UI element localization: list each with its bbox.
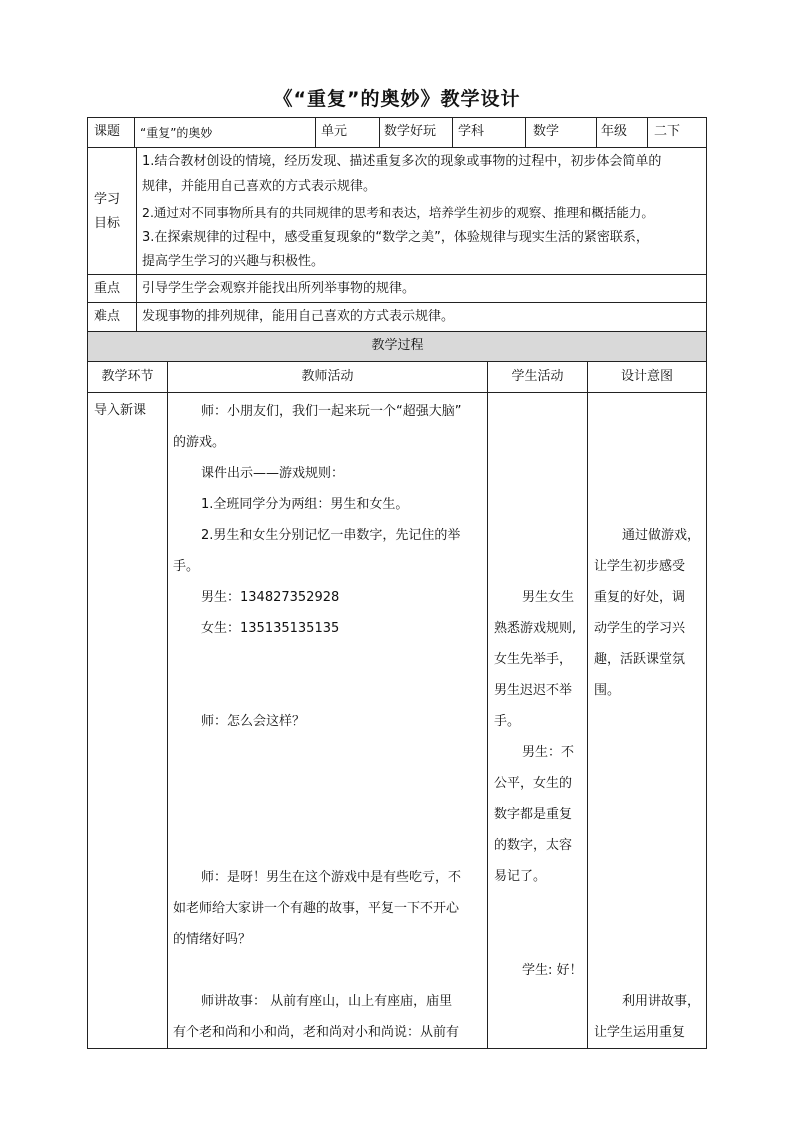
rule — [136, 147, 137, 331]
rule — [647, 117, 648, 147]
rule — [706, 117, 707, 1048]
rule — [487, 361, 488, 1048]
teacher-line: 师：小朋友们，我们一起来玩一个“超强大脑” — [201, 404, 462, 419]
rule — [87, 331, 707, 332]
teacher-line: 有个老和尚和小和尚，老和尚对小和尚说：从前有 — [173, 1025, 460, 1040]
teacher-line: 师讲故事： 从前有座山，山上有座庙，庙里 — [201, 994, 453, 1009]
student-line: 男生迟迟不举 — [494, 683, 573, 698]
intent-line: 围。 — [594, 683, 621, 698]
objective-line: 3.在探索规律的过程中，感受重复现象的“数学之美”，体验规律与现实生活的紧密联系， — [142, 230, 649, 245]
intent-line: 利用讲故事， — [622, 994, 701, 1009]
process-header: 教学过程 — [371, 338, 424, 353]
teacher-line: 的情绪好吗？ — [173, 932, 252, 947]
column-header-intent: 设计意图 — [620, 369, 673, 384]
student-line: 熟悉游戏规则, — [494, 621, 577, 636]
intent-line: 让学生初步感受 — [594, 559, 686, 574]
rule — [87, 1048, 707, 1049]
subject-value: 数学 — [533, 124, 560, 139]
student-line: 公平，女生的 — [494, 776, 573, 791]
student-line: 女生先举手， — [494, 652, 573, 667]
rule — [87, 274, 707, 275]
teacher-line: 2.男生和女生分别记忆一串数字，先记住的举 — [201, 528, 461, 543]
teacher-line: 男生：134827352928 — [201, 590, 340, 605]
difficulty-label: 难点 — [94, 309, 121, 324]
unit-label: 单元 — [321, 124, 348, 139]
grade-label: 年级 — [601, 124, 628, 139]
rule — [87, 117, 707, 118]
stage-name: 导入新课 — [94, 403, 147, 418]
rule — [379, 117, 380, 147]
rule — [87, 117, 88, 1048]
teacher-line: 的游戏。 — [173, 435, 226, 450]
rule — [134, 117, 135, 147]
teacher-line: 如老师给大家讲一个有趣的故事，平复一下不开心 — [173, 901, 460, 916]
unit-value: 数学好玩 — [384, 124, 437, 139]
rule — [525, 117, 526, 147]
objective-line: 2.通过对不同事物所具有的共同规律的思考和表达，培养学生初步的观察、推理和概括能力。 — [142, 205, 654, 220]
rule — [87, 361, 707, 362]
topic-value: “重复”的奥妙 — [140, 126, 213, 140]
teacher-line: 师：是呀！男生在这个游戏中是有些吃亏，不 — [201, 870, 462, 885]
column-header-student: 学生活动 — [511, 369, 564, 384]
column-header-stage: 教学环节 — [101, 369, 154, 384]
objective-line: 1.结合教材创设的情境，经历发现、描述重复多次的现象或事物的过程中，初步体会简单的 — [142, 154, 662, 169]
column-header-teacher: 教师活动 — [301, 369, 354, 384]
grade-value: 二下 — [654, 124, 681, 139]
objectives-label-line1: 学习 — [94, 192, 121, 207]
rule — [587, 361, 588, 1048]
rule — [452, 117, 453, 147]
rule — [87, 302, 707, 303]
teacher-line: 手。 — [173, 559, 200, 574]
rule — [315, 117, 316, 147]
key-point-text: 引导学生学会观察并能找出所列举事物的规律。 — [142, 281, 416, 296]
objective-line: 规律，并能用自己喜欢的方式表示规律。 — [142, 179, 377, 194]
rule — [596, 117, 597, 147]
intent-line: 动学生的学习兴 — [594, 621, 686, 636]
objective-line: 提高学生学习的兴趣与积极性。 — [142, 254, 325, 269]
student-line: 男生：不 — [522, 745, 575, 760]
intent-line: 让学生运用重复 — [594, 1025, 686, 1040]
topic-label: 课题 — [94, 124, 121, 139]
difficulty-text: 发现事物的排列规律，能用自己喜欢的方式表示规律。 — [142, 309, 455, 324]
subject-label: 学科 — [458, 124, 485, 139]
student-line: 男生女生 — [522, 590, 575, 605]
page-title: 《“重复”的奥妙》教学设计 — [273, 88, 521, 110]
teacher-line: 1.全班同学分为两组：男生和女生。 — [201, 497, 409, 512]
intent-line: 通过做游戏， — [622, 528, 701, 543]
teacher-line: 师：怎么会这样？ — [201, 714, 306, 729]
rule — [167, 361, 168, 1048]
objectives-label-line2: 目标 — [94, 216, 121, 231]
teacher-line: 课件出示——游戏规则： — [201, 466, 345, 481]
intent-line: 重复的好处，调 — [594, 590, 686, 605]
student-line: 易记了。 — [494, 869, 547, 884]
student-line: 学生: 好！ — [522, 963, 583, 978]
student-line: 手。 — [494, 714, 521, 729]
intent-line: 趣，活跃课堂氛 — [594, 652, 686, 667]
rule — [87, 147, 707, 148]
student-line: 数字都是重复 — [494, 807, 573, 822]
student-line: 的数字，太容 — [494, 838, 573, 853]
key-point-label: 重点 — [94, 281, 121, 296]
teacher-line: 女生：135135135135 — [201, 621, 340, 636]
rule — [87, 392, 707, 393]
